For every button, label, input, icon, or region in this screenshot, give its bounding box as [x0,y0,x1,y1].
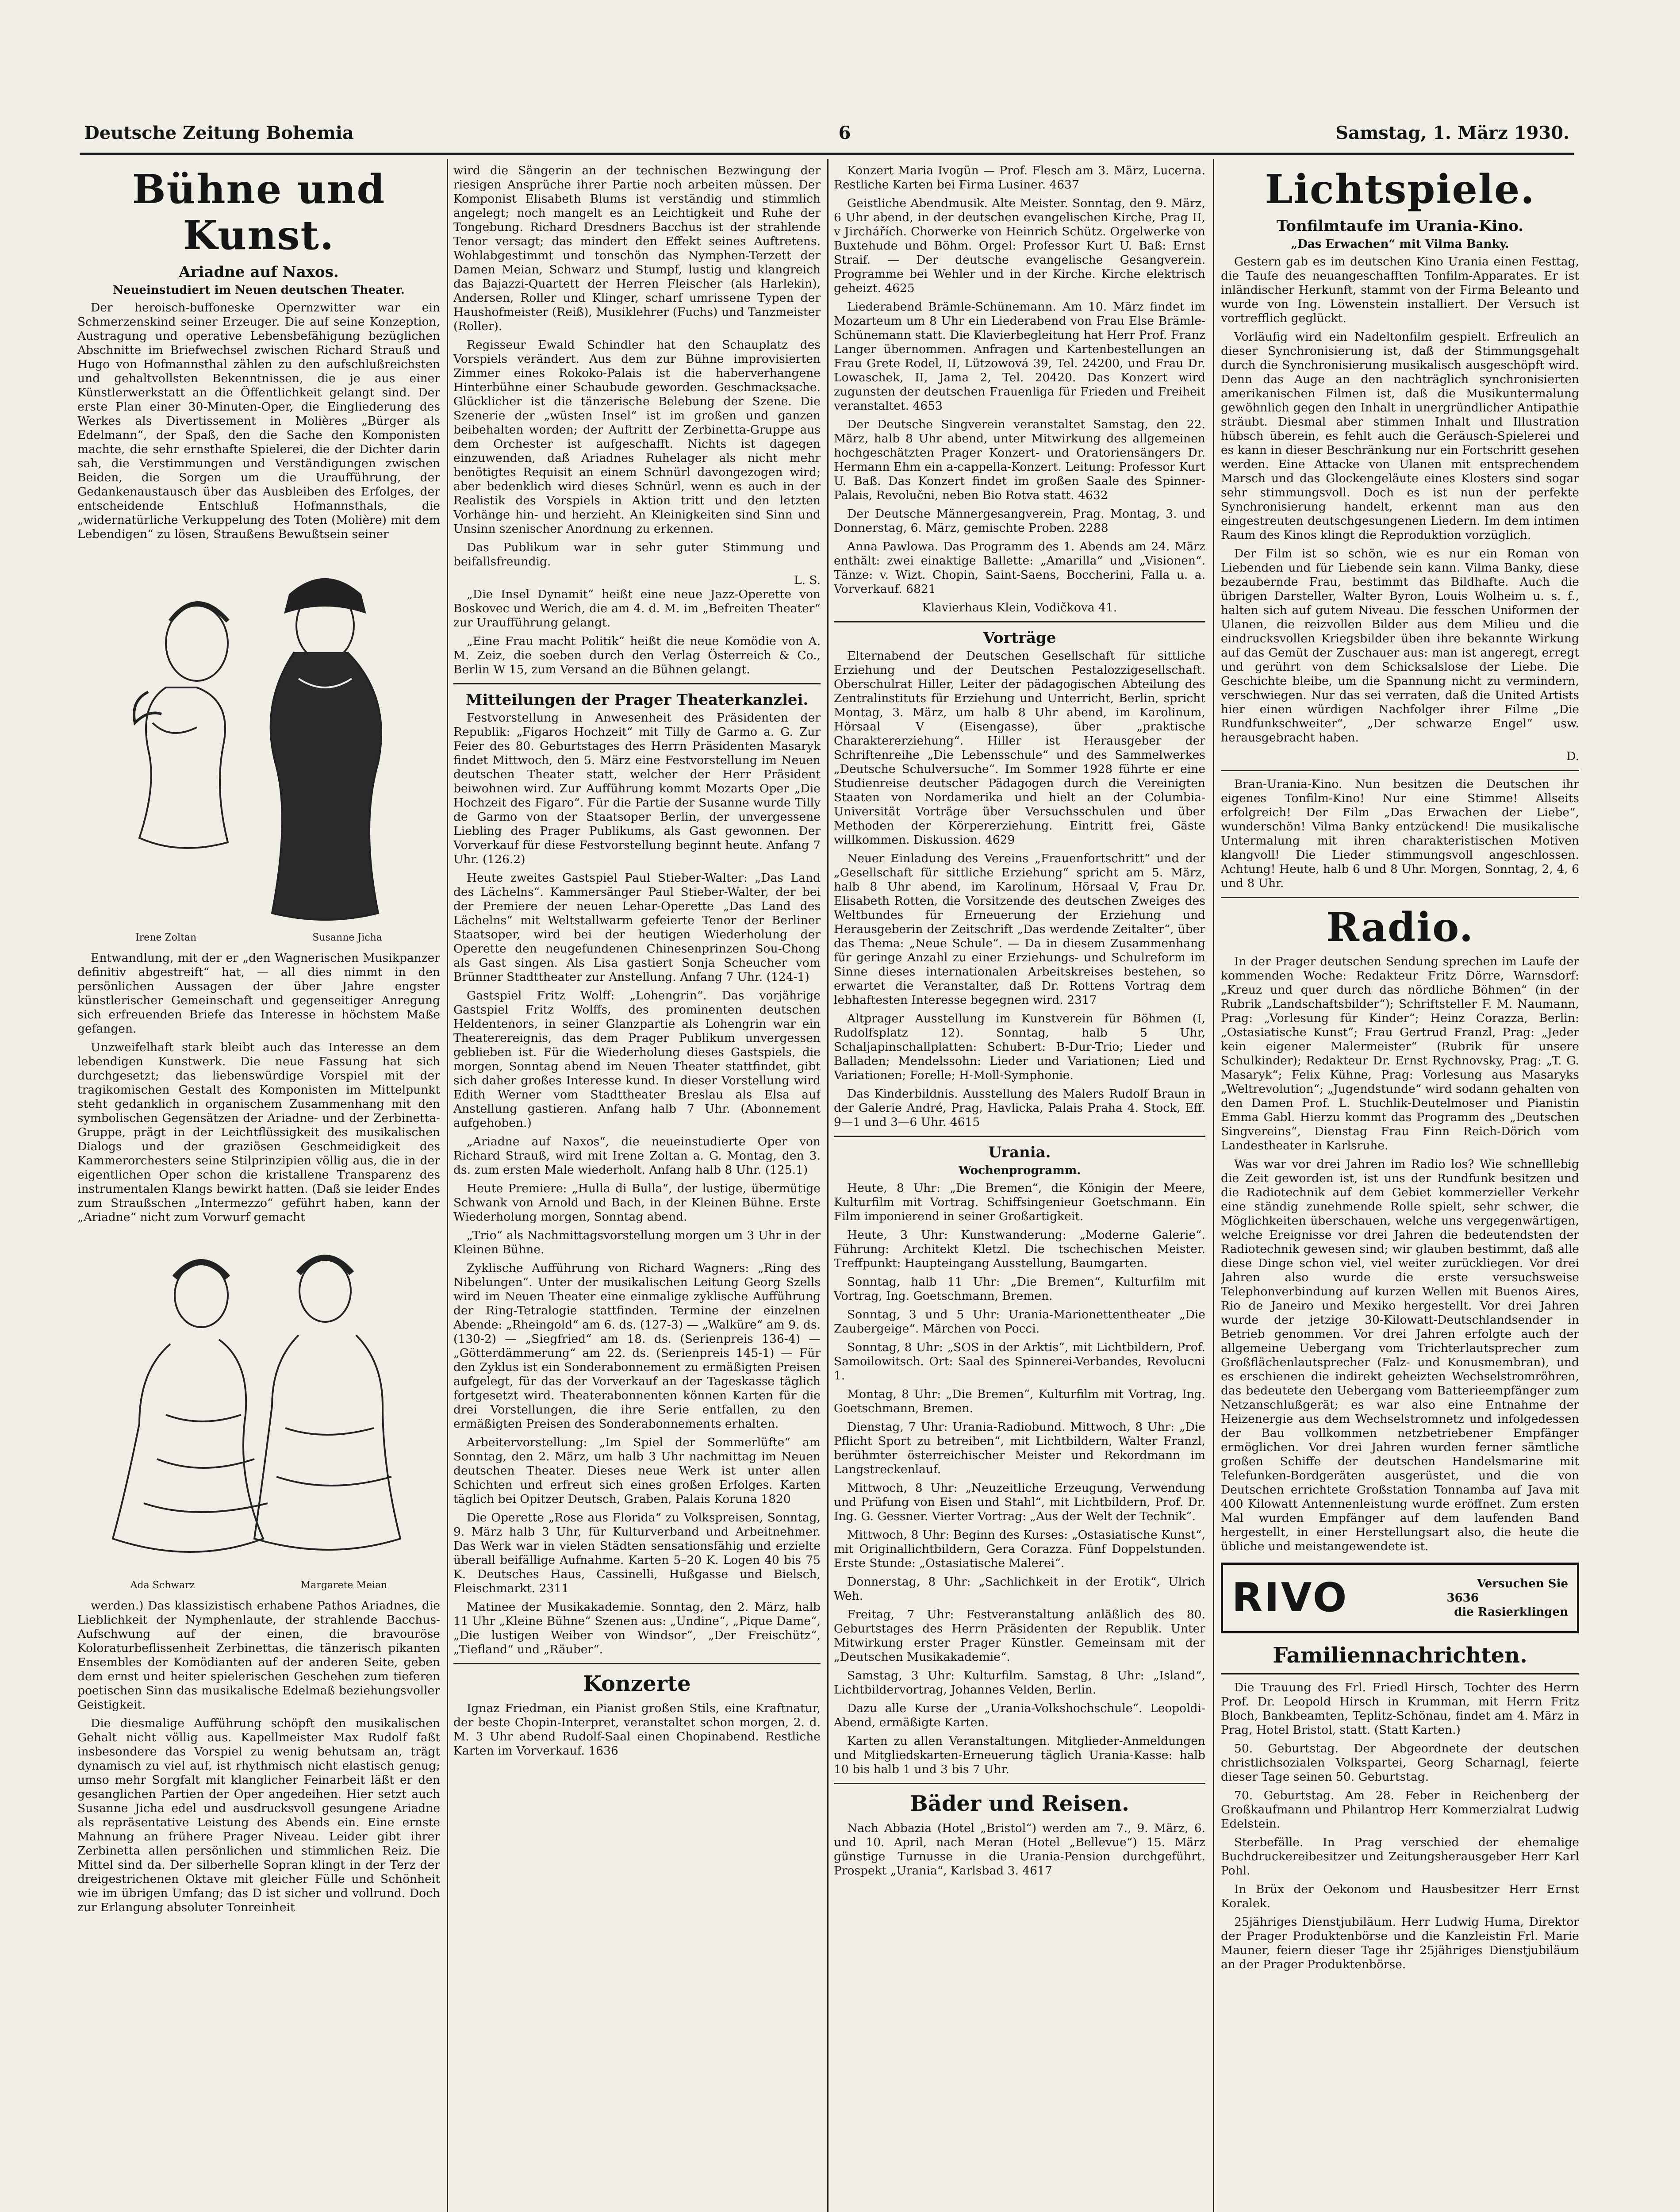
notice-paragraph: Nach Abbazia (Hotel „Bristol“) werden am 7., 9. März, 6. und 10. April, nach Meran (Hotel „Bellevue“) 15. März günstige Turnusse in die Urania-Pension durchgeführt. Prospekt „Urania“, Karlsbad 3. 4617 [834,1821,1205,1878]
article-paragraph: In der Prager deutschen Sendung sprechen im Laufe der kommenden Woche: Redakteur Fritz Dörre, Warnsdorf: „Kreuz und quer durch das nördliche Böhmen“ (in der Rubrik „Landschaftsbilder“); Schriftsteller F. M. Naumann, Prag: „Vorlesung für Kinder“; Heinz Corazza, Berlin: „Ostasiatische Kunst“; Frau Gertrud Franzl, Prag: „Jeder kein eigener Malermeister“ (Rubrik für unsere Schulkinder); Redakteur Dr. Ernst Rychnovsky, Prag: „T. G. Masaryk“; Felix Kühne, Prag: Vorlesung aus Masaryks „Weltrevolution“; „Jugendstunde“ wird sodann gehalten von den Damen Prof. L. Stuchlik-Deutelmoser und Pianistin Emma Gabl. Hierzu kommt das Programm des „Deutschen Singvereins“, Dienstag Frau Finn Reich-Dörich vom Landestheater in Karlsruhe. [1221,955,1579,1152]
notice-paragraph: Das Kinderbildnis. Ausstellung des Malers Rudolf Braun in der Galerie André, Prag, Havlicka, Palais Praha 4. Stock, Eff. 9—1 und 3—6 Uhr. 4615 [834,1087,1205,1129]
column-rule [447,159,448,2212]
notice-paragraph: Geistliche Abendmusik. Alte Meister. Sonntag, den 9. März, 6 Uhr abend, in der deutschen evangelischen Kirche, Prag II, v Jirchářích. Chorwerke von Heinrich Schütz. Orgelwerke von Buxtehude und Böhm. Orgel: Professor Kurt U. Baß: Ernst Straif. — Der deutsche evangelische Gesangverein. Programme bei Wehler und in der Kirche. Kirche elektrisch geheizt. 4625 [834,196,1205,295]
ad-logo: RIVO [1232,1575,1349,1621]
column-3 [834,164,1205,2212]
divider [1221,897,1579,898]
program-item: Dazu alle Kurse der „Urania-Volkshochschule“. Leopoldi-Abend, ermäßigte Karten. [834,1701,1205,1729]
notice-paragraph: Die Trauung des Frl. Friedl Hirsch, Tochter des Herrn Prof. Dr. Leopold Hirsch in Krumman, mit Herrn Fritz Bloch, Bankbeamten, Teplitz-Schönau, findet am 4. März in Prag, Hotel Bristol, statt. (Statt Karten.) [1221,1681,1579,1737]
notice-paragraph: Der Deutsche Singverein veranstaltet Samstag, den 22. März, halb 8 Uhr abend, unter Mitwirkung des allgemeinen hochgeschätzten Prager Konzert- und Oratoriensängers Dr. Hermann Ehm ein a-cappella-Konzert. Leitung: Professor Kurt U. Baß. Das Konzert findet im großen Saale des Spinner-Palais, Revolučni, neben Bio Rotva statt. 4632 [834,418,1205,502]
notice-paragraph: „Ariadne auf Naxos“, die neueinstudierte Oper von Richard Strauß, wird mit Irene Zoltan a. G. Montag, den 3. ds. zum ersten Male wiederholt. Anfang halb 8 Uhr. (125.1) [453,1135,821,1177]
divider [453,683,821,684]
caption-left: Irene Zoltan [135,932,197,943]
article-paragraph: Entwandlung, mit der er „den Wagnerischen Musikpanzer definitiv abgestreift“ hat, — all dies nimmt in den persönlichen Aussagen der über Jahre engster künstlerischer Gemeinschaft und gegenseitiger Anregung sich erfreuenden Briefe das Interesse in höchstem Maße gefangen. [77,951,440,1036]
notice-paragraph: Arbeitervorstellung: „Im Spiel der Sommerlüfte“ am Sonntag, den 2. März, um halb 3 Uhr nachmittag im Neuen deutschen Theater. Dieses neue Werk ist unter allen Schichten und erfreut sich eines großen Erfolges. Karten täglich bei Opitzer Deutsch, Graben, Palais Koruna 1820 [453,1436,821,1506]
singers-sketch-icon [77,1229,440,1592]
program-item: Sonntag, 8 Uhr: „SOS in der Arktis“, mit Lichtbildern, Prof. Samoilowitsch. Ort: Saal des Spinnerei-Verbandes, Revolucni 1. [834,1340,1205,1382]
section-title-lichtspiele: Lichtspiele. [1265,166,1535,213]
program-item: Mittwoch, 8 Uhr: „Neuzeitliche Erzeugung, Verwendung und Prüfung von Eisen und Stahl“, mit Lichtbildern, Prof. Dr. Ing. G. Gessner. Vierter Vortrag: „Aus der Welt der Technik“. [834,1481,1205,1523]
notice-paragraph: 25jähriges Dienstjubiläum. Herr Ludwig Huma, Direktor der Prager Produktenbörse und die Kanzleistin Frl. Marie Mauner, feiern dieser Tage ihr 25jähriges Dienstjubiläum an der Prager Produktenbörse. [1221,1915,1579,1971]
caption-right: Margarete Meian [300,1580,387,1591]
notice-paragraph: Heute Premiere: „Hulla di Bulla“, der lustige, übermütige Schwank von Arnold und Bach, in der Kleinen Bühne. Erste Wiederholung morgen, Sonntag abend. [453,1182,821,1224]
article-paragraph: Regisseur Ewald Schindler hat den Schauplatz des Vorspiels verändert. Aus dem zur Bühne improvisierten Zimmer eines Rokoko-Palais ist die haberverhangene Hinterbühne einer Schaubude geworden. Geschmacksache. Glücklicher ist die tänzerische Belebung der Szene. Die Szenerie der „wüsten Insel“ ist im großen und ganzen beibehalten worden; der Auftritt der Zerbinetta-Gruppe aus dem Orchester ist aufgeschafft. Nichts ist dagegen einzuwenden, daß Ariadnes Ruhelager als nicht mehr benötigtes Requisit an einem Schnürl davongezogen wird; aber bedenklich wird dieses Schnürl, wenn es auch in der Realistik des Vorspiels in Aktion tritt und den letzten Vorhänge hin- und herzieht. An Kleinigkeiten sind Sinn und Unsinn szenischer Anordnung zu erkennen. [453,338,821,536]
ad-line: 3636 [1446,1591,1479,1605]
program-item: Dienstag, 7 Uhr: Urania-Radiobund. Mittwoch, 8 Uhr: „Die Pflicht Sport zu betreiben“, mit Lichtbildern, Walter Franzl, berühmter österreichischer Meister und Rekordmann im Langstreckenlauf. [834,1420,1205,1476]
column-4 [1221,164,1579,2212]
notice-paragraph: Sterbefälle. In Prag verschied der ehemalige Buchdruckereibesitzer und Zeitungsherausgeber Herr Karl Pohl. [1221,1836,1579,1878]
program-item: Sonntag, 3 und 5 Uhr: Urania-Marionettentheater „Die Zaubergeige“. Märchen von Pocci. [834,1308,1205,1336]
article-paragraph: werden.) Das klassizistisch erhabene Pathos Ariadnes, die Lieblichkeit der Nymphenlaute, der strahlende Bacchus-Aufschwung auf der einen, die bravouröse Koloraturbeflissenheit Zerbinettas, die tänzerisch pikanten Ensembles der Komödianten auf der anderen Seite, geben dem ernst und heiter spielerischen Geschehen zum tieferen poetischen Sinn das musikalische Edelmaß beziehungsvoller Geistigkeit. [77,1599,440,1712]
divider [453,1663,821,1664]
divider [834,1783,1205,1784]
program-item: Freitag, 7 Uhr: Festveranstaltung anläßlich des 80. Geburtstages des Herrn Präsidenten der Republik. Unter Mitwirkung erster Prager Künstler. Gemeinsam mit der „Deutschen Musikakademie“. [834,1608,1205,1664]
notice-paragraph: 50. Geburtstag. Der Abgeordnete der deutschen christlichsozialen Volkspartei, Georg Scharnagl, feierte dieser Tage seinen 50. Geburtstag. [1221,1742,1579,1784]
notice-paragraph: Liederabend Brämle-Schünemann. Am 10. März findet im Mozarteum um 8 Uhr ein Liederabend von Frau Else Brämle-Schünemann statt. Die Klavierbegleitung hat Herr Prof. Franz Langer übernommen. Anfragen und Kartenbestellungen an Frau Grete Rodel, II, Lützowová 39, Tel. 24200, und Frau Dr. Lowaschek, II, Jama 2, Tel. 20420. Das Konzert wird zugunsten der deutschen Frauenliga für Frieden und Freiheit veranstaltet. 4653 [834,300,1205,413]
program-item: Donnerstag, 8 Uhr: „Sachlichkeit in der Erotik“, Ulrich Weh. [834,1575,1205,1603]
notice-paragraph: „Die Insel Dynamit“ heißt eine neue Jazz-Operette von Boskovec und Werich, die am 4. d. M. im „Befreiten Theater“ zur Uraufführung gelangt. [453,588,821,630]
masthead-date: Samstag, 1. März 1930. [1335,122,1569,143]
caption-right: Susanne Jicha [312,932,382,943]
masthead-paper-name: Deutsche Zeitung Bohemia [84,122,354,143]
article-subheadline: Neueinstudiert im Neuen deutschen Theater. [113,284,405,297]
article-headline-tonfilm: Tonfilmtaufe im Urania-Kino. [1276,217,1524,235]
caption-left: Ada Schwarz [130,1580,195,1591]
section-title-buehne: Bühne und Kunst. [132,166,386,259]
article-paragraph: Was war vor drei Jahren im Radio los? Wie schnelllebig die Zeit geworden ist, ist uns der Rundfunk besitzen und die Radiotechnik auf dem Gebiet kommerzieller Verkehr eine ständig zunehmende Rolle spielt, sehr schwer, die Möglichkeiten überschauen, welche uns vergegenwärtigen, welche Ereignisse vor drei Jahren die bedeutendsten der Radiotechnik gewesen sind; wir glauben bestimmt, daß alle diese Dinge schon viel, viel weiter zurückliegen. Vor drei Jahren also wurde die erste versuchsweise Telephonverbindung auf kurzen Wellen mit Buenos Aires, Rio de Janeiro und Mexiko hergestellt. Vor drei Jahren wurde der jetzige 30-Kilowatt-Deutschlandsender in Betrieb genommen. Vor drei Jahren erfolgte auch der allgemeine Uebergang vom Trichterlautsprecher zum Großflächenlautsprecher (Falz- und Konusmembran), und es erschienen die indirekt geheizten Wechselstromröhren, das bedeutete den Uebergang vom Batterieempfänger zum Netzanschlußgerät; es war also eine Entnahme der Heizenergie aus dem Wechselstromnetz und infolgedessen der Bau vollkommen netzbetriebener Empfänger ermöglichen. Vor drei Jahren wurden ferner sämtliche großen Schiffe der deutschen Handelsmarine mit Telefunken-Bordgeräten ausgerüstet, und die von Deutschen errichtete Großstation Tonnamba auf Java mit 400 Kilowatt Antennenleistung wurde eröffnet. Zum ersten Mal wurden Empfänger auf dem laufenden Band hergestellt, in einer Herstellungsart also, die heute die übliche und meistangewendete ist. [1221,1157,1579,1553]
notice-paragraph: „Trio“ als Nachmittagsvorstellung morgen um 3 Uhr in der Kleinen Bühne. [453,1229,821,1256]
notice-paragraph: Neuer Einladung des Vereins „Frauenfortschritt“ und der „Gesellschaft für sittliche Erziehung“ spricht am 5. März, halb 8 Uhr abend, im Karolinum, Hörsaal V, Frau Dr. Elisabeth Rotten, die Vorsitzende des deutschen Zweiges des Weltbundes für Erneuerung der Erziehung und Herausgeberin der Zeitschrift „Das werdende Zeitalter“, über das Thema: „Neue Schule“. — Da in diesem Zusammenhang für geringe Anzahl zu einer Erziehungs- und Schulreform im Sinne dieses internationalen Arbeitskreises bestehen, so erwartet die Veranstalter, daß Dr. Rottens Vortrag dem lebhaftesten Interesse begegnen wird. 2317 [834,852,1205,1007]
article-paragraph: Der heroisch-buffoneske Opernzwitter war ein Schmerzenskind seiner Erzeuger. Die auf seine Konzeption, Austragung und operative Lebensbefähigung bezüglichen Abschnitte im Briefwechsel zwischen Richard Strauß und Hugo von Hofmannsthal zählen zu den aufschlußreichsten und gehaltvollsten Bekenntnissen, die je aus einer Künstlerwerkstatt an die Öffentlichkeit gelangt sind. Der erste Plan einer 30-Minuten-Oper, die Eingliederung des Werkes als Divertissement in Molières „Bürger als Edelmann“, der Spaß, den die Sache den Komponisten machte, die sehr ernsthafte Spielerei, die der Dichter darin sah, die Verstimmungen und Verständigungen zwischen Beiden, die Sorgen um die Uraufführung, der Gedankenaustausch über das Ausbleiben des Erfolges, der entscheidende Entschluß Hofmannsthals, die „widernatürliche Verkuppelung des Toten (Molière) mit dem Lebendigen“ zu lösen, Straußens Bewußtsein seiner [77,301,440,541]
notice-paragraph: Matinee der Musikakademie. Sonntag, den 2. März, halb 11 Uhr „Kleine Bühne“ Szenen aus: „Undine“, „Pique Dame“, „Die lustigen Weiber von Windsor“, „Der Freischütz“, „Tiefland“ und „Räuber“. [453,1600,821,1656]
article-paragraph: Die diesmalige Aufführung schöpft den musikalischen Gehalt nicht völlig aus. Kapellmeister Max Rudolf faßt insbesondere das Vorspiel zu wenig behutsam an, trägt dynamisch zu viel auf, ist rhythmisch nicht elastisch genug; umso mehr Sorgfalt mit klanglicher Feinarbeit läßt er den gesanglichen Partien der Oper angedeihen. Hier setzt auch Susanne Jicha edel und ausdrucksvoll gesungene Ariadne als repräsentative Leistung des Abends ein. Eine ernste Mahnung an frühere Prager Niveau. Leider gibt ihrer Zerbinetta allen persönlichen und stimmlichen Reiz. Die Mittel sind da. Der silberhelle Sopran klingt in der Terz der dreigestrichenen Oktave mit gleicher Fülle und Schönheit wie im übrigen Umfang; das D ist sicher und vollrund. Doch zur Erlangung absoluter Tonreinheit [77,1717,440,1914]
column-rule [827,159,828,2212]
urania-subtitle: Wochenprogramm. [958,1164,1081,1177]
article-paragraph: Das Publikum war in sehr guter Stimmung und beifallsfreundig. [453,541,821,568]
notice-paragraph: Die Operette „Rose aus Florida“ zu Volkspreisen, Sonntag, 9. März halb 3 Uhr, für Kulturverband und Arbeitnehmer. Das Werk war in vielen Städten sensationsfähig und erzielte überall beifällige Aufnahme. Karten 5–20 K. Logen 40 bis 75 K. Deutsches Haus, Cassinelli, Hußgasse und Bielsch, Fleischmarkt. 2311 [453,1511,821,1595]
section-title-radio: Radio. [1326,904,1474,951]
notice-paragraph: Heute zweites Gastspiel Paul Stieber-Walter: „Das Land des Lächelns“. Kammersänger Paul Stieber-Walter, der bei der Premiere der neuen Lehar-Operette „Das Land des Lächelns“ mit Weltstallwarm gefeierte Tenor der Berliner Staatsoper, wird bei der heutigen Wiederholung der Operette den neugefundenen Chinesenprinzen Sou-Chong als Gast singen. Als Lisa gastiert Sonja Scheucher vom Brünner Stadttheater zur Anstellung. Anfang 7 Uhr. (124-1) [453,871,821,984]
program-item: Karten zu allen Veranstaltungen. Mitglieder-Anmeldungen und Mitgliedskarten-Erneuerung täglich Urania-Kasse: halb 10 bis halb 1 und 3 bis 7 Uhr. [834,1734,1205,1776]
notice-paragraph: In Brüx der Oekonom und Hausbesitzer Herr Ernst Koralek. [1221,1882,1579,1910]
section-title-vortraege: Vorträge [983,629,1056,647]
article-subheadline: „Das Erwachen“ mit Vilma Banky. [1291,238,1509,251]
masthead-rule [80,153,1574,160]
notice-paragraph: Konzert Maria Ivogün — Prof. Flesch am 3. März, Lucerna. Restliche Karten bei Firma Lusiner. 4637 [834,164,1205,192]
column-rule [1213,159,1214,2212]
section-title-konzerte: Konzerte [583,1671,691,1696]
illustration-zoltan-jicha [77,546,440,944]
illustration-schwarz-meian [77,1229,440,1592]
notice-paragraph: Klavierhaus Klein, Vodičkova 41. [922,601,1117,614]
section-title-baeder: Bäder und Reisen. [910,1791,1129,1816]
masthead-page-number: 6 [838,122,851,143]
program-item: Sonntag, halb 11 Uhr: „Die Bremen“, Kulturfilm mit Vortrag, Ing. Goetschmann, Bremen. [834,1275,1205,1303]
article-headline-ariadne: Ariadne auf Naxos. [179,263,339,281]
program-item: Mittwoch, 8 Uhr: Beginn des Kurses: „Ostasiatische Kunst“, mit Originallichtbildern, Gera Corazza. Fünf Doppelstunden. Erste Stunde: „Ostasiatische Malerei“. [834,1528,1205,1570]
notice-paragraph: Altprager Ausstellung im Kunstverein für Böhmen (I, Rudolfsplatz 12). Sonntag, halb 5 Uhr, Schaljapinschallplatten: Schubert: B-Dur-Trio; Lieder und Balladen; Mendelssohn: Lieder und Variationen; Lied und Variationen; Forelle; H-Moll-Symphonie. [834,1012,1205,1082]
article-paragraph: Unzweifelhaft stark bleibt auch das Interesse an dem lebendigen Kunstwerk. Die neue Fassung hat sich durchgesetzt; das liebenswürdige Vorspiel mit der tragikomischen Gestalt des Komponisten im Mittelpunkt steht gedanklich in organischem Zusammenhang mit den symbolischen Gegensätzen der Ariadne- und der Zerbinetta-Gruppe, prägt in der Leichtflüssigkeit des musikalischen Dialogs und der graziösen Geschmeidigkeit des Kammerorchesters seine Stilprinzipien völlig aus, die in der eigentlichen Oper schon die kristallene Transparenz des instrumentalen Klangs bewirkt hatten. (Daß sie leider Endes zum Straußschen „Intermezzo“ geführt haben, kann der „Ariadne“ nicht zum Vorwurf gemacht [77,1041,440,1224]
notice-paragraph: Elternabend der Deutschen Gesellschaft für sittliche Erziehung und der Deutschen Pestalozzigesellschaft. Oberschulrat Hiller, Leiter der pädagogischen Abteilung des Zentralinstituts für Erziehung und Unterricht, Berlin, spricht Montag, 3. März, um halb 8 Uhr abend, im Karolinum, Hörsaal V (Eisengasse), über „praktische Charaktererziehung“. Hiller ist Herausgeber der Schriftenreihe „Die Lebensschule“ und des Sammelwerkes „Deutsche Schulversuche“. Im Sommer 1928 führte er eine Studienreise deutscher Pädagogen durch die Vereinigten Staaten von Nordamerika und hielt an der Columbia-Universität Vorträge über Versuchsschulen und über Methoden der Körpererziehung. Eintritt frei, Gäste willkommen. Diskussion. 4629 [834,649,1205,847]
ad-line: die Rasierklingen [1454,1605,1568,1619]
notice-paragraph: Der Deutsche Männergesangverein, Prag. Montag, 3. und Donnerstag, 6. März, gemischte Proben. 2288 [834,507,1205,535]
program-item: Heute, 3 Uhr: Kunstwanderung: „Moderne Galerie“. Führung: Architekt Kletzl. Die tschechischen Meister. Treffpunkt: Haupteingang Ausstellung, Baumgarten. [834,1228,1205,1270]
notice-paragraph: 70. Geburtstag. Am 28. Feber in Reichenberg der Großkaufmann und Philantrop Herr Kommerzialrat Ludwig Edelstein. [1221,1789,1579,1831]
notice-paragraph: Festvorstellung in Anwesenheit des Präsidenten der Republik: „Figaros Hochzeit“ mit Tilly de Garmo a. G. Zur Feier des 80. Geburtstages des Herrn Präsidenten Masaryk findet Mittwoch, den 5. März eine Festvorstellung im Neuen deutschen Theater statt, welcher der Herr Präsident beiwohnen wird. Zur Aufführung kommt Mozarts Oper „Die Hochzeit des Figaro“. Für die Partie der Susanne wurde Tilly de Garmo von der Staatsoper Berlin, der unvergessene Liebling des Prager Publikums, als Gast gewonnen. Der Vorverkauf für diese Festvorstellung beginnt heute. Anfang 7 Uhr. (126.2) [453,711,821,866]
divider [1221,770,1579,771]
divider [834,1136,1205,1137]
masthead [84,119,1569,146]
ad-text [1357,1577,1577,1619]
notice-paragraph: Anna Pawlowa. Das Programm des 1. Abends am 24. März enthält: zwei einaktige Ballette: „Amarilla“ und „Visionen“. Tänze: v. Wizt. Chopin, Saint-Saens, Boccherini, Falla u. a. Vorverkauf. 6821 [834,540,1205,596]
article-paragraph: Der Film ist so schön, wie es nur ein Roman von Liebenden und für Liebende sein kann. Vilma Banky, diese bezaubernde Frau, bestimmt das Bildhafte. Auch die übrigen Darsteller, Walter Byron, Louis Wolheim u. s. f., halten sich auf gutem Niveau. Die fesschen Uniformen der Ulanen, die reizvollen Bilder aus dem Milieu und die eindrucksvollen Kriegsbilder üben ihre bekannte Wirkung auf das Gemüt der Zuschauer aus: man ist angeregt, erregt und gerührt von dem Schicksalslose der Liebe. Die Geschichte bleibe, um die Spannung nicht zu vermindern, verschwiegen. Nur das sei verraten, daß die United Artists hier einen würdigen Nachfolger ihrer Filme „Die Rundfunkschweiter“, „Der schwarze Engel“ usw. herausgebracht haben. [1221,547,1579,745]
program-item: Montag, 8 Uhr: „Die Bremen“, Kulturfilm mit Vortrag, Ing. Goetschmann, Bremen. [834,1387,1205,1415]
notice-paragraph: Zyklische Aufführung von Richard Wagners: „Ring des Nibelungen“. Unter der musikalischen Leitung Georg Szells wird im Neuen Theater eine einmalige zyklische Aufführung der Ring-Tetralogie stattfinden. Termine der einzelnen Abende: „Rheingold“ am 6. ds. (127-3) — „Walküre“ am 9. ds. (130-2) — „Siegfried“ am 18. ds. (Serienpreis 136-4) — „Götterdämmerung“ am 22. ds. (Serienpreis 145-1) — Für den Zyklus ist ein Sonderabonnement zu ermäßigten Preisen aufgelegt, für das der Vorverkauf an der Tageskasse täglich fortgesetzt wird. Theaterabonnenten können Karten für die drei Vorstellungen, die ihre Serie entfallen, zu den ermäßigten Preisen des Sonderabonnements erhalten. [453,1261,821,1431]
divider [834,621,1205,622]
program-item: Samstag, 3 Uhr: Kulturfilm. Samstag, 8 Uhr: „Island“, Lichtbildervortrag, Johannes Velden, Berlin. [834,1669,1205,1697]
ad-line: Versuchen Sie [1477,1577,1568,1590]
section-title-familien: Familiennachrichten. [1273,1643,1527,1668]
article-paragraph: Vorläufig wird ein Nadeltonfilm gespielt. Erfreulich an dieser Synchronisierung ist, daß der Stimmungsgehalt durch die Synchronisierung musikalisch ausgeschöpft wird. Denn das Auge an den nachträglich synchronisierten amerikanischen Filmen ist, daß die Musikuntermalung gewöhnlich gegen den Inhalt in unergründlicher Antipathie sträubt. Diesmal aber stimmen Inhalt und Illustration hübsch überein, es fehlt auch die Geräusch-Spielerei und es kann in dieser Beschränkung nur ein Fortschritt gesehen werden. Eine Attacke von Ulanen mit entsprechendem Marsch und das Glockengeläute eines Klosters sind sogar sehr stimmungsvoll. Doch es ist nun der perfekte Synchronisierung handelt, erkennt man aus den eingestreuten deutschgesungenen Liedern. Im dem intimen Raum des Kinos klingt die Reproduktion vorzüglich. [1221,330,1579,542]
article-signature: D. [1566,749,1579,763]
article-paragraph: wird die Sängerin an der technischen Bezwingung der riesigen Ansprüche ihrer Partie noch arbeiten müssen. Der Komponist Elisabeth Blums ist verständig und stimmlich angelegt; noch mangelt es an Leichtigkeit und Ruhe der Tongebung. Richard Dresdners Bacchus ist der strahlende Tenor versagt; das mindert den Effekt seines Auftretens. Wohlabgestimmt und tonschön das Nymphen-Terzett der Damen Meian, Schwarz und Stumpf, lustig und klangreich das Bajazzi-Quartett der Herren Fleischer (als Harlekin), Andersen, Roller und Klinger, scharf umrissene Typen der Haushofmeister (Reiß), Musiklehrer (Fuchs) und Tanzmeister (Roller). [453,164,821,333]
article-signature: L. S. [794,573,821,587]
notice-paragraph: Ignaz Friedman, ein Pianist großen Stils, eine Kraftnatur, der beste Chopin-Interpret, veranstaltet schon morgen, 2. d. M. 3 Uhr abend Rudolf-Saal einen Chopinabend. Restliche Karten im Vorverkauf. 1636 [453,1701,821,1758]
column-1 [77,164,440,2212]
singers-sketch-icon [77,546,440,944]
advertisement-rivo [1221,1563,1579,1633]
divider [1221,1673,1579,1674]
section-title-mitteilungen: Mitteilungen der Prager Theaterkanzlei. [465,691,809,709]
program-item: Heute, 8 Uhr: „Die Bremen“, die Königin der Meere, Kulturfilm mit Vortrag. Schiffsingenieur Goetschmann. Ein Film imponierend in seiner Großartigkeit. [834,1181,1205,1223]
section-title-urania: Urania. [988,1144,1051,1161]
column-2 [453,164,821,2212]
notice-paragraph: „Eine Frau macht Politik“ heißt die neue Komödie von A. M. Zeiz, die soeben durch den Verlag Österreich & Co., Berlin W 15, zum Versand an die Bühnen gelangt. [453,634,821,676]
notice-paragraph: Gastspiel Fritz Wolff: „Lohengrin“. Das vorjährige Gastspiel Fritz Wolffs, des prominenten deutschen Heldentenors, in seiner Glanzpartie als Lohengrin war ein Theaterereignis, das dem Prager Publikum unvergessen geblieben ist. Für die Wiederholung dieses Gastspiels, die morgen, Sonntag abend im Neuen Theater stattfindet, gibt sich daher großes Interesse kund. In dieser Vorstellung wird Edith Werner vom Stadttheater Breslau als Elsa auf Anstellung gastieren. Anfang halb 7 Uhr. (Abonnement aufgehoben.) [453,989,821,1130]
notice-paragraph: Bran-Urania-Kino. Nun besitzen die Deutschen ihr eigenes Tonfilm-Kino! Nur eine Stimme! Allseits erfolgreich! Der Film „Das Erwachen der Liebe“, wunderschön! Vilma Banky entzückend! Die musikalische Untermalung mit ihren charakteristischen Motiven klangvoll! Die Lieder stimmungsvoll angeschlossen. Achtung! Heute, halb 6 und 8 Uhr. Morgen, Sonntag, 2, 4, 6 und 8 Uhr. [1221,777,1579,890]
article-paragraph: Gestern gab es im deutschen Kino Urania einen Festtag, die Taufe des neuangeschafften Tonfilm-Apparates. Er ist inländischer Herkunft, stammt von der Firma Beleanto und wurde von Ing. Löwenstein installiert. Der Versuch ist vortrefflich geglückt. [1221,255,1579,325]
